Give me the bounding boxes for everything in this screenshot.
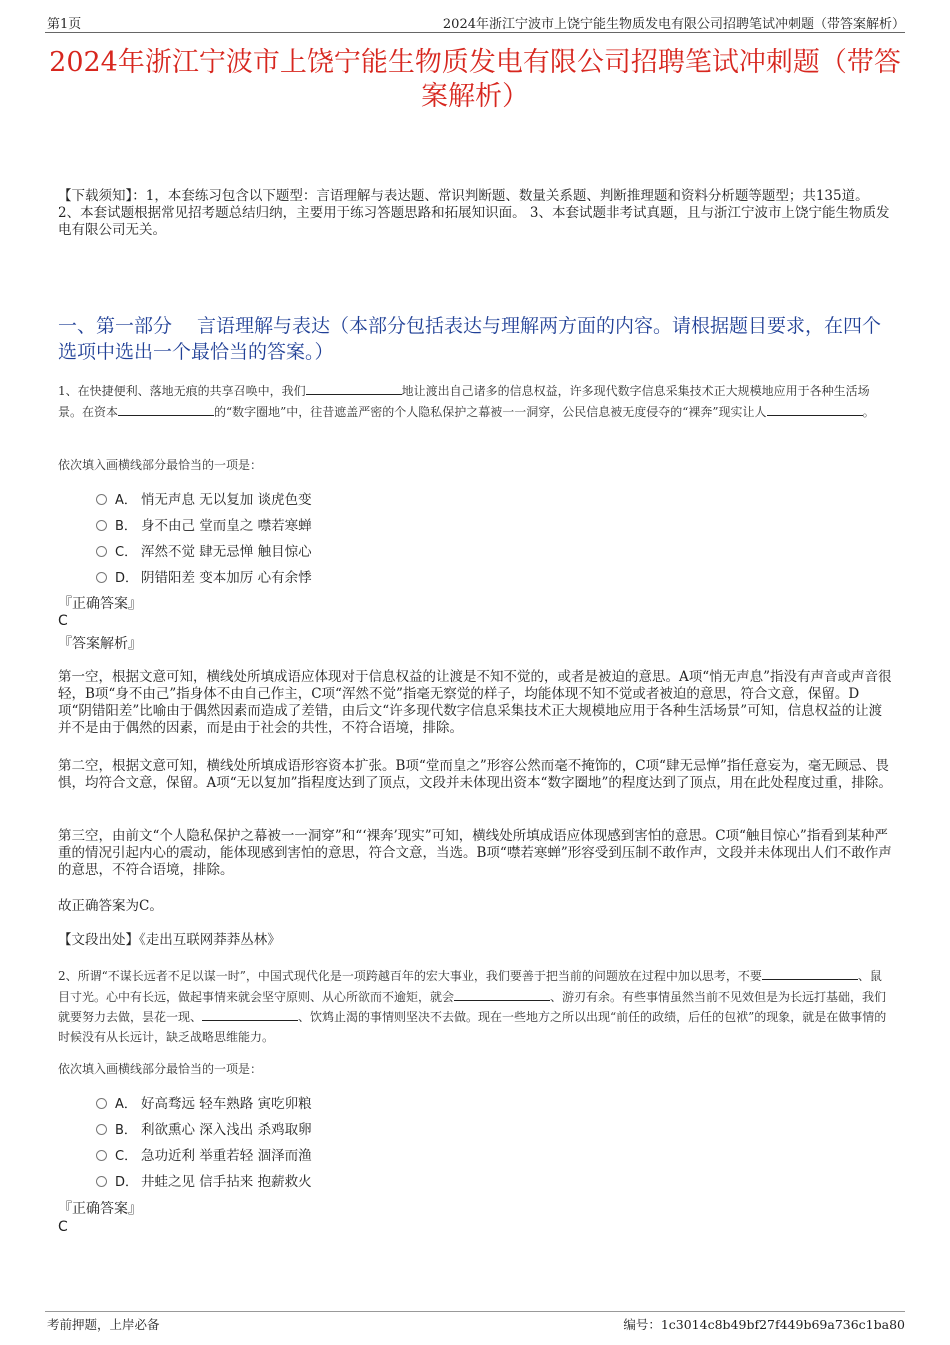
download-notice: 【下载须知】：1，本套练习包含以下题型：言语理解与表达题、常识判断题、数量关系题、判断推理题和资料分析题等题型；共135道。 2、本套试题根据常见招考题总结归纳，主要用于练习答题思路和拓展知识面。 3、本套试题非考试真题，且与浙江宁波市上饶宁能生物质发电有限公司无关。	[58, 188, 890, 238]
footer-slogan: 考前押题，上岸必备	[47, 1317, 160, 1332]
q2-correct-label: 『正确答案』	[58, 1201, 142, 1217]
q2-correct-answer: C	[58, 1219, 68, 1235]
answer-blank	[306, 381, 402, 395]
q1-option-c[interactable]: C． 浑然不觉 肆无忌惮 触目惊心	[96, 543, 312, 562]
q1-analysis-paragraph-3: 第三空，由前文“个人隐私保护之幕被一一洞穿”和“‘裸奔’现实”可知，横线处所填成语应体现感到害怕的意思。C项“触目惊心”指看到某种严重的情况引起内心的震动，能体现感到害怕的意思，符合文意，当选。B项“噤若寒蝉”形容受到压制不敢作声，文段并未体现出人们不敢作声的意思，不符合语境，排除。	[58, 828, 892, 878]
page-footer	[45, 1311, 905, 1332]
radio-icon[interactable]	[96, 1098, 107, 1109]
q2-option-b[interactable]: B． 利欲熏心 深入浅出 杀鸡取卵	[96, 1121, 312, 1140]
answer-blank	[202, 1007, 298, 1021]
question-1-prompt: 依次填入画横线部分最恰当的一项是：	[58, 458, 263, 472]
footer-serial: 编号：1c3014c8b49bf27f449b69a736c1ba80	[623, 1317, 905, 1332]
q1-correct-answer: C	[58, 613, 68, 629]
q1-option-b[interactable]: B． 身不由己 堂而皇之 噤若寒蝉	[96, 517, 312, 536]
q1-conclusion: 故正确答案为C。	[58, 898, 163, 914]
q1-analysis-label: 『答案解析』	[58, 636, 142, 652]
radio-icon[interactable]	[96, 494, 107, 505]
radio-icon[interactable]	[96, 1176, 107, 1187]
radio-icon[interactable]	[96, 520, 107, 531]
q1-correct-label: 『正确答案』	[58, 596, 142, 612]
radio-icon[interactable]	[96, 1124, 107, 1135]
question-2-prompt: 依次填入画横线部分最恰当的一项是：	[58, 1062, 263, 1076]
q2-option-d[interactable]: D． 井蛙之见 信手拈来 抱薪救火	[96, 1173, 312, 1192]
q1-option-a[interactable]: A． 悄无声息 无以复加 谈虎色变	[96, 491, 312, 510]
page-number: 第1页	[47, 17, 82, 32]
q2-option-c[interactable]: C． 急功近利 举重若轻 涸泽而渔	[96, 1147, 312, 1166]
page-header	[45, 10, 905, 33]
answer-blank	[454, 987, 550, 1001]
q1-source: 【文段出处】《走出互联网莽莽丛林》	[58, 932, 281, 948]
answer-blank	[762, 966, 858, 980]
q1-analysis-paragraph-1: 第一空，根据文意可知，横线处所填成语应体现对于信息权益的让渡是不知不觉的，或者是被迫的意思。A项“悄无声息”指没有声音或声音很轻，B项“身不由己”指身体不由自己作主，C项“浑然不觉”指毫无察觉的样子，均能体现不知不觉或者被迫的意思，符合文意，保留。D项“阴错阳差”比喻由于偶然因素而造成了差错，由后文“许多现代数字信息采集技术正大规模地应用于各种生活场景”可知，信息权益的让渡并不是由于偶然的因素，而是由于社会的共性，不符合语境，排除。	[58, 669, 892, 736]
question-1-stem: 1、在快捷便利、落地无痕的共享召唤中，我们 地让渡出自己诸多的信息权益，许多现代数字信息采集技术正大规模地应用于各种生活场景。在资本 的“数字圈地”中，往昔遮盖严密的个人隐私保护之幕被一一洞穿，公民信息被无度侵夺的“裸奔”现实让人 。	[58, 381, 892, 422]
radio-icon[interactable]	[96, 572, 107, 583]
radio-icon[interactable]	[96, 1150, 107, 1161]
q1-analysis-paragraph-2: 第二空，根据文意可知，横线处所填成语形容资本扩张。B项“堂而皇之”形容公然而毫不掩饰的，C项“肆无忌惮”指任意妄为，毫无顾忌、畏惧，均符合文意，保留。A项“无以复加”指程度达到了顶点，文段并未体现出资本“数字圈地”的程度达到了顶点，用在此处程度过重，排除。	[58, 758, 892, 791]
header-doc-title: 2024年浙江宁波市上饶宁能生物质发电有限公司招聘笔试冲刺题（带答案解析）	[442, 17, 905, 32]
q2-option-a[interactable]: A． 好高骛远 轻车熟路 寅吃卯粮	[96, 1095, 312, 1114]
question-2-stem: 2、所谓“不谋长远者不足以谋一时”，中国式现代化是一项跨越百年的宏大事业，我们要善于把当前的问题放在过程中加以思考，不要 、鼠目寸光。心中有长远，做起事情来就会坚守原则、从心所欲而不逾矩，就会 、游刃有余。有些事情虽然当前不见效但是为长远打基础，我们就要努力去做，昙花一现、 、饮鸩止渴的事情则坚决不去做。现在一些地方之所以出现“前任的政绩，后任的包袱”的现象，就是在做事情的时候没有从长远计，缺乏战略思维能力。	[58, 966, 892, 1047]
q1-option-d[interactable]: D． 阴错阳差 变本加厉 心有余悸	[96, 569, 312, 588]
radio-icon[interactable]	[96, 546, 107, 557]
answer-blank	[118, 402, 214, 416]
section-heading: 一、第一部分 言语理解与表达（本部分包括表达与理解两方面的内容。请根据题目要求，在四个选项中选出一个最恰当的答案。）	[58, 315, 882, 363]
answer-blank	[767, 402, 863, 416]
document-title: 2024年浙江宁波市上饶宁能生物质发电有限公司招聘笔试冲刺题（带答案解析）	[49, 47, 901, 112]
